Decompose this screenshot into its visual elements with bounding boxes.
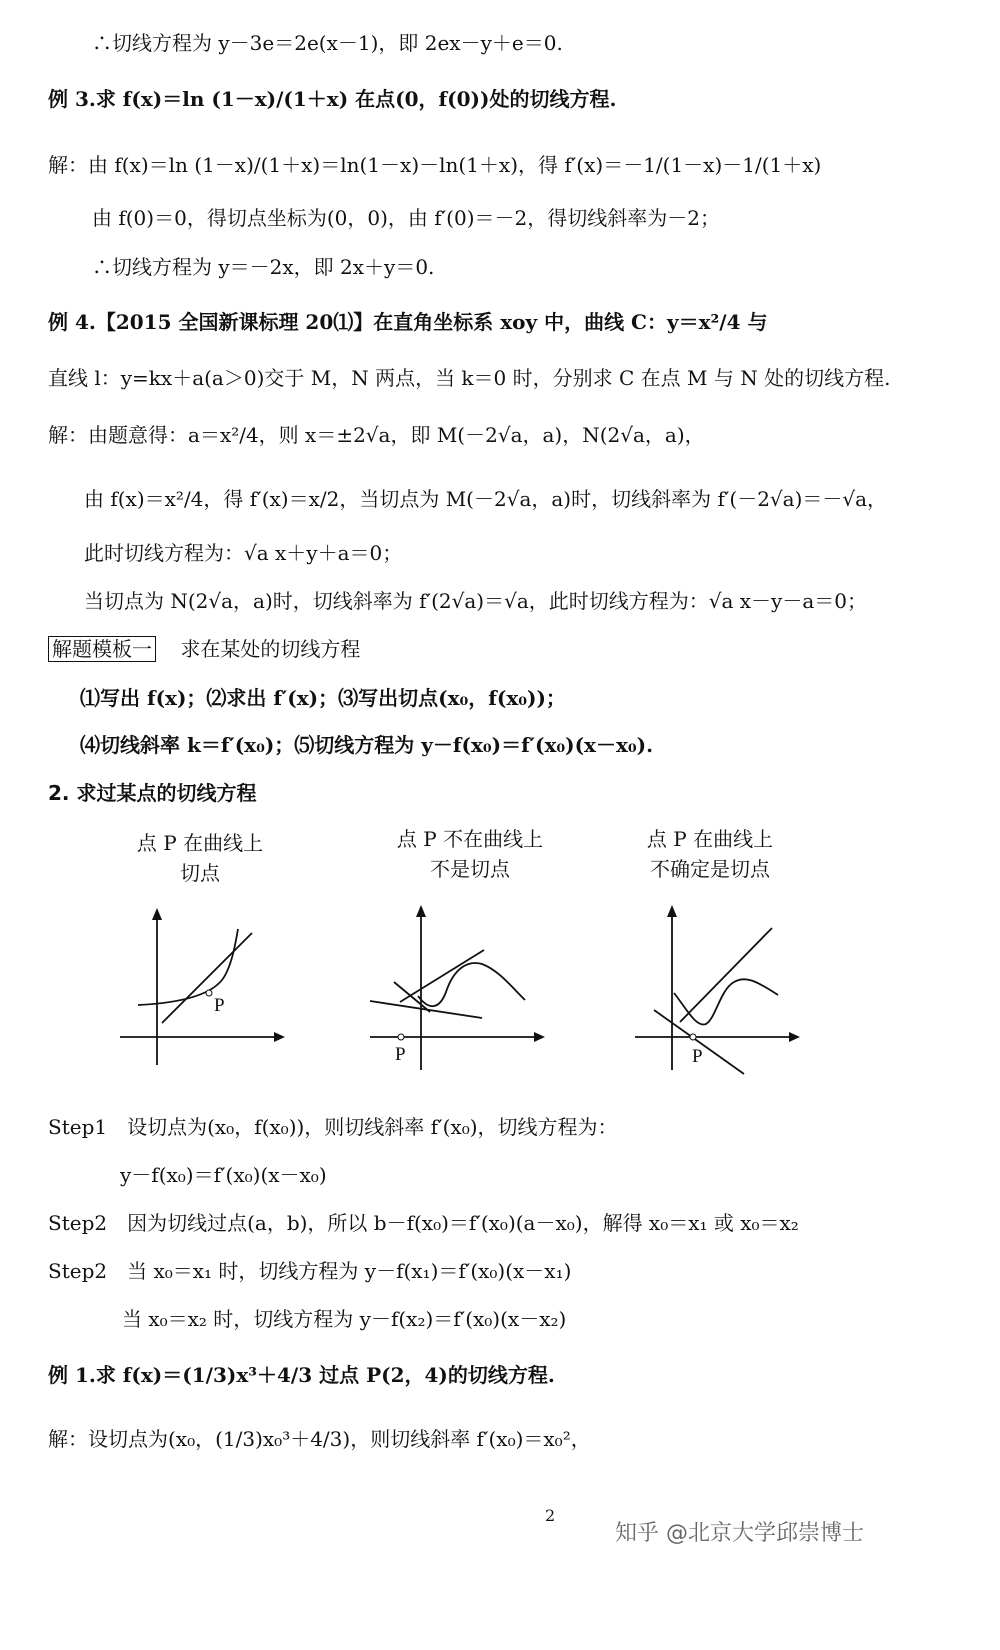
graph1-caption — [90, 828, 310, 888]
graph2-point-marker — [398, 1034, 404, 1040]
graph3-caption-line1: 点 P 在曲线上 — [646, 827, 774, 851]
section-heading: 2. 求过某点的切线方程 — [48, 781, 257, 805]
graph1-point-label: P — [214, 995, 225, 1016]
graph1-curve — [138, 929, 238, 1005]
template-step-line: ⑴写出 f(x)；⑵求出 f′(x)；⑶写出切点(x₀，f(x₀))； — [80, 686, 566, 710]
text-line: 当切点为 N(2√a，a)时，切线斜率为 f′(2√a)＝√a，此时切线方程为：√a x－y－a＝0； — [84, 589, 867, 613]
step1-line: Step1 设切点为(x₀，f(x₀))，则切线斜率 f′(x₀)，切线方程为： — [48, 1115, 618, 1139]
template-title: 求在某处的切线方程 — [180, 637, 361, 661]
graph3-tangent-line-1 — [680, 928, 772, 1022]
example-1-heading: 例 1.求 f(x)＝(1/3)x³＋4/3 过点 P(2，4)的切线方程. — [48, 1363, 555, 1387]
text-line: 解：由 f(x)＝ln (1－x)/(1＋x)＝ln(1－x)－ln(1＋x)，得 f′(x)＝－1/(1－x)－1/(1＋x) — [48, 153, 822, 177]
template-heading — [48, 634, 360, 664]
step3-equation: 当 x₀＝x₂ 时，切线方程为 y－f(x₂)＝f′(x₀)(x－x₂) — [122, 1307, 567, 1331]
graph1-x-arrow — [274, 1032, 285, 1042]
example-3-heading: 例 3.求 f(x)＝ln (1－x)/(1＋x) 在点(0，f(0))处的切线方程. — [48, 87, 617, 111]
graph3-point-on-curve-uncertain — [630, 900, 830, 1080]
step2-line: Step2 因为切线过点(a，b)，所以 b－f(x₀)＝f′(x₀)(a－x₀)，解得 x₀＝x₁ 或 x₀＝x₂ — [48, 1211, 799, 1235]
graph3-curve — [674, 979, 778, 1024]
text-line: 解：由题意得：a＝x²/4，则 x＝±2√a，即 M(－2√a，a)，N(2√a，a)， — [48, 423, 705, 447]
graph2-curve — [418, 963, 525, 1006]
graph1-y-arrow — [152, 908, 162, 920]
text-line: ∴切线方程为 y＝－2x，即 2x＋y＝0. — [92, 255, 435, 279]
graph1-tangent-line — [162, 933, 252, 1023]
example-1-solution: 解：设切点为(x₀，(1/3)x₀³＋4/3)，则切线斜率 f′(x₀)＝x₀²， — [48, 1427, 591, 1451]
graph3-y-arrow — [667, 905, 677, 917]
example-4-heading: 例 4.【2015 全国新课标理 20⑴】在直角坐标系 xoy 中，曲线 C：y＝x²/4 与 — [48, 310, 768, 334]
template-box-label: 解题模板一 — [48, 636, 156, 662]
graph1-tangent-at-point — [110, 905, 310, 1085]
text-line: 由 f(0)＝0，得切点坐标为(0，0)，由 f′(0)＝－2，得切线斜率为－2； — [92, 206, 720, 230]
graph2-tangent-line-2 — [400, 950, 484, 1002]
graph3-x-arrow — [789, 1032, 800, 1042]
graph3-point-label: P — [692, 1046, 703, 1067]
graph1-caption-line2: 切点 — [180, 861, 220, 885]
page-number: 2 — [545, 1506, 556, 1525]
text-line: 此时切线方程为：√a x＋y＋a＝0； — [84, 541, 403, 565]
graph1-point-marker — [206, 990, 212, 996]
step1-equation: y－f(x₀)＝f′(x₀)(x－x₀) — [120, 1163, 327, 1187]
graph2-caption-line2: 不是切点 — [430, 857, 510, 881]
step3-line: Step2 当 x₀＝x₁ 时，切线方程为 y－f(x₁)＝f′(x₀)(x－x₁) — [48, 1259, 572, 1283]
graph1-caption-line1: 点 P 在曲线上 — [136, 831, 264, 855]
graph2-x-arrow — [534, 1032, 545, 1042]
graph3-point-marker — [690, 1034, 696, 1040]
graph2-point-off-curve — [360, 900, 560, 1080]
graph2-point-label: P — [395, 1044, 406, 1065]
template-step-line: ⑷切线斜率 k＝f′(x₀)；⑸切线方程为 y－f(x₀)＝f′(x₀)(x－x₀). — [80, 733, 654, 757]
graph2-caption-line1: 点 P 不在曲线上 — [396, 827, 544, 851]
graph3-caption-line2: 不确定是切点 — [650, 857, 770, 881]
text-line: 直线 l：y=kx＋a(a＞0)交于 M，N 两点，当 k＝0 时，分别求 C 在点 M 与 N 处的切线方程. — [48, 366, 891, 390]
graph2-y-arrow — [416, 905, 426, 917]
graph3-caption — [600, 824, 820, 884]
text-line: 由 f(x)＝x²/4，得 f′(x)＝x/2，当切点为 M(－2√a，a)时，切线斜率为 f′(－2√a)＝－√a， — [84, 487, 888, 511]
graph2-caption — [360, 824, 580, 884]
watermark: 知乎 @北京大学邱崇博士 — [615, 1521, 864, 1546]
text-line: ∴切线方程为 y－3e＝2e(x－1)，即 2ex－y＋e＝0. — [92, 31, 563, 55]
